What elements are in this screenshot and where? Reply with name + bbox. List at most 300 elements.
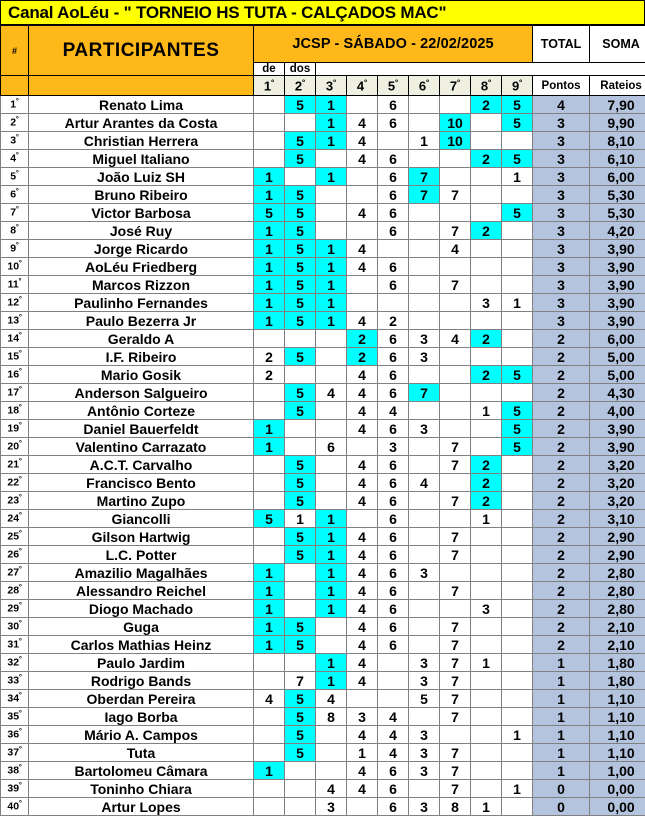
position-cell-8: 2 [471,492,502,510]
participant-name-cell: Bartolomeu Câmara [29,762,254,780]
position-cell-5: 3 [378,438,409,456]
position-cell-9 [502,384,533,402]
position-cell-8: 3 [471,294,502,312]
total-points-cell: 1 [533,762,590,780]
table-row[interactable] [1,330,645,348]
rank-cell: $30^º$ [1,618,29,636]
position-cell-1: 1 [254,438,285,456]
position-cell-5 [378,690,409,708]
position-cell-7: 10 [440,114,471,132]
table-row[interactable] [1,168,645,186]
rank-cell: $1^º$ [1,96,29,114]
position-cell-9: 5 [502,150,533,168]
participant-name-cell: Amazilio Magalhães [29,564,254,582]
rank-cell: $38^º$ [1,762,29,780]
rank-cell: $28^º$ [1,582,29,600]
total-points-cell: 3 [533,222,590,240]
position-cell-5: 4 [378,402,409,420]
position-cell-3 [316,186,347,204]
soma-rateios-cell: 2,80 [590,600,645,618]
position-cell-6 [409,438,440,456]
position-cell-9 [502,186,533,204]
rank-cell: $20^º$ [1,438,29,456]
table-row[interactable] [1,492,645,510]
position-cell-5: 6 [378,186,409,204]
soma-rateios-cell: 5,30 [590,186,645,204]
position-cell-3: 1 [316,600,347,618]
position-cell-8 [471,672,502,690]
position-cell-6 [409,204,440,222]
position-cell-3: 3 [316,798,347,816]
position-cell-3: 1 [316,654,347,672]
table-row[interactable] [1,798,645,816]
table-row[interactable] [1,780,645,798]
position-cell-3: 4 [316,780,347,798]
header-event: JCSP - SÁBADO - 22/02/2025 [254,26,533,63]
position-cell-1: 1 [254,186,285,204]
position-cell-9 [502,474,533,492]
position-cell-3: 1 [316,294,347,312]
table-row[interactable] [1,636,645,654]
soma-rateios-cell: 9,90 [590,114,645,132]
table-row[interactable] [1,528,645,546]
position-cell-9: 1 [502,780,533,798]
position-cell-5: 6 [378,420,409,438]
header-position-5: $5^º$ [378,76,409,96]
soma-rateios-cell: 3,90 [590,276,645,294]
position-cell-9 [502,798,533,816]
rank-cell: $39^º$ [1,780,29,798]
table-row[interactable] [1,708,645,726]
position-cell-1 [254,150,285,168]
position-cell-7: 7 [440,654,471,672]
position-cell-7: 8 [440,798,471,816]
total-points-cell: 2 [533,636,590,654]
position-cell-7 [440,294,471,312]
position-cell-3: 1 [316,546,347,564]
participant-name-cell: Paulo Jardim [29,654,254,672]
position-cell-4: 4 [347,258,378,276]
participant-name-cell: AoLéu Friedberg [29,258,254,276]
position-cell-3: 8 [316,708,347,726]
participant-name-cell: L.C. Potter [29,546,254,564]
rank-cell: $26^º$ [1,546,29,564]
total-points-cell: 2 [533,384,590,402]
position-cell-1: 1 [254,762,285,780]
position-cell-1 [254,96,285,114]
position-cell-9 [502,600,533,618]
position-cell-9: 5 [502,438,533,456]
position-cell-8 [471,384,502,402]
position-cell-7: 7 [440,456,471,474]
position-cell-4: 4 [347,456,378,474]
table-row[interactable] [1,726,645,744]
position-cell-3: 1 [316,258,347,276]
position-cell-4 [347,186,378,204]
position-cell-2 [285,366,316,384]
position-cell-2: 5 [285,312,316,330]
position-cell-1 [254,546,285,564]
position-cell-8 [471,708,502,726]
position-cell-5 [378,294,409,312]
position-cell-6: 3 [409,348,440,366]
participant-name-cell: Mario Gosik [29,366,254,384]
position-cell-7 [440,420,471,438]
position-cell-1 [254,780,285,798]
position-cell-4: 4 [347,762,378,780]
table-row[interactable] [1,240,645,258]
total-points-cell: 2 [533,582,590,600]
participant-name-cell: Oberdan Pereira [29,690,254,708]
soma-rateios-cell: 1,80 [590,672,645,690]
soma-rateios-cell: 3,20 [590,474,645,492]
position-cell-2 [285,654,316,672]
table-row[interactable] [1,618,645,636]
position-cell-6 [409,276,440,294]
table-row[interactable] [1,312,645,330]
position-cell-7 [440,258,471,276]
header-rank-spacer [1,76,29,96]
position-cell-2 [285,168,316,186]
table-row[interactable] [1,402,645,420]
soma-rateios-cell: 3,90 [590,420,645,438]
position-cell-5: 6 [378,114,409,132]
total-points-cell: 2 [533,438,590,456]
position-cell-6 [409,294,440,312]
position-cell-3: 1 [316,132,347,150]
position-cell-1: 2 [254,366,285,384]
position-cell-6 [409,492,440,510]
position-cell-2: 5 [285,528,316,546]
table-row[interactable] [1,690,645,708]
rank-cell: $7^º$ [1,204,29,222]
position-cell-4: 4 [347,582,378,600]
header-position-2: $2^º$ [285,76,316,96]
table-row[interactable] [1,600,645,618]
table-row[interactable] [1,294,645,312]
position-cell-7: 7 [440,492,471,510]
soma-rateios-cell: 3,90 [590,294,645,312]
position-cell-4: 2 [347,348,378,366]
table-row[interactable] [1,654,645,672]
total-points-cell: 1 [533,708,590,726]
position-cell-1: 1 [254,168,285,186]
table-row[interactable] [1,384,645,402]
position-cell-7: 7 [440,780,471,798]
total-points-cell: 2 [533,618,590,636]
position-cell-2: 5 [285,726,316,744]
position-cell-4 [347,168,378,186]
position-cell-9 [502,240,533,258]
position-cell-7: 7 [440,762,471,780]
position-cell-7 [440,348,471,366]
position-cell-3 [316,618,347,636]
table-row[interactable] [1,96,645,114]
position-cell-6 [409,312,440,330]
soma-rateios-cell: 0,00 [590,780,645,798]
position-cell-1: 5 [254,510,285,528]
position-cell-2: 5 [285,402,316,420]
table-row[interactable] [1,366,645,384]
position-cell-8: 1 [471,510,502,528]
table-row[interactable] [1,204,645,222]
position-cell-2: 5 [285,348,316,366]
header-participants: PARTICIPANTES [29,26,254,76]
position-cell-5: 6 [378,600,409,618]
position-cell-3: 1 [316,564,347,582]
position-cell-2: 5 [285,240,316,258]
soma-rateios-cell: 3,90 [590,438,645,456]
total-points-cell: 0 [533,798,590,816]
position-cell-1 [254,654,285,672]
position-cell-8 [471,348,502,366]
position-cell-4 [347,222,378,240]
position-cell-5: 6 [378,168,409,186]
position-cell-5: 6 [378,564,409,582]
rank-cell: $19^º$ [1,420,29,438]
participant-name-cell: Guga [29,618,254,636]
position-cell-5: 6 [378,636,409,654]
position-cell-8 [471,114,502,132]
position-cell-6: 7 [409,384,440,402]
table-row[interactable] [1,474,645,492]
soma-rateios-cell: 1,10 [590,744,645,762]
position-cell-2: 5 [285,150,316,168]
position-cell-9 [502,456,533,474]
position-cell-7: 7 [440,690,471,708]
position-cell-2 [285,420,316,438]
table-row[interactable] [1,150,645,168]
position-cell-7: 7 [440,546,471,564]
soma-rateios-cell: 5,00 [590,348,645,366]
position-cell-5 [378,654,409,672]
table-row[interactable] [1,456,645,474]
position-cell-9 [502,564,533,582]
position-cell-3 [316,456,347,474]
table-row[interactable] [1,132,645,150]
soma-rateios-cell: 2,80 [590,564,645,582]
position-cell-2 [285,762,316,780]
rank-cell: $5^º$ [1,168,29,186]
position-cell-4 [347,294,378,312]
position-cell-4 [347,510,378,528]
total-points-cell: 3 [533,312,590,330]
table-row[interactable] [1,546,645,564]
rank-cell: $24^º$ [1,510,29,528]
rank-cell: $23^º$ [1,492,29,510]
table-row[interactable] [1,276,645,294]
rank-cell: $10^º$ [1,258,29,276]
position-cell-8: 2 [471,474,502,492]
position-cell-9: 1 [502,168,533,186]
header-total-line1: TOTAL [533,26,590,63]
participant-name-cell: Toninho Chiara [29,780,254,798]
table-row[interactable] [1,582,645,600]
position-cell-3: 1 [316,240,347,258]
table-row[interactable] [1,348,645,366]
position-cell-7: 7 [440,744,471,762]
rank-cell: $16^º$ [1,366,29,384]
position-cell-5: 6 [378,384,409,402]
table-row[interactable] [1,510,645,528]
rank-cell: $32^º$ [1,654,29,672]
participant-name-cell: Renato Lima [29,96,254,114]
total-points-cell: 3 [533,204,590,222]
table-row[interactable] [1,258,645,276]
participant-name-cell: Geraldo A [29,330,254,348]
total-points-cell: 3 [533,294,590,312]
position-cell-3 [316,402,347,420]
position-cell-6 [409,582,440,600]
position-cell-4: 4 [347,366,378,384]
table-row[interactable] [1,564,645,582]
position-cell-1 [254,456,285,474]
position-cell-2: 5 [285,636,316,654]
position-cell-4: 4 [347,240,378,258]
position-cell-1 [254,672,285,690]
position-cell-6: 7 [409,186,440,204]
total-points-cell: 2 [533,474,590,492]
table-row[interactable] [1,744,645,762]
position-cell-1 [254,114,285,132]
rank-cell: $14^º$ [1,330,29,348]
position-cell-5: 2 [378,312,409,330]
table-row[interactable] [1,762,645,780]
rank-cell: $9^º$ [1,240,29,258]
position-cell-2: 5 [285,708,316,726]
participant-name-cell: Marcos Rizzon [29,276,254,294]
participant-name-cell: Victor Barbosa [29,204,254,222]
position-cell-4: 4 [347,492,378,510]
soma-rateios-cell: 2,90 [590,528,645,546]
position-cell-8 [471,240,502,258]
position-cell-1 [254,132,285,150]
position-cell-6 [409,240,440,258]
participant-name-cell: Anderson Salgueiro [29,384,254,402]
position-cell-4: 4 [347,600,378,618]
soma-rateios-cell: 5,00 [590,366,645,384]
rank-cell: $40^º$ [1,798,29,816]
position-cell-2: 5 [285,546,316,564]
position-cell-2 [285,114,316,132]
results-table [0,25,645,816]
position-cell-5: 6 [378,762,409,780]
position-cell-4: 3 [347,708,378,726]
position-cell-3 [316,330,347,348]
rank-cell: $11^º$ [1,276,29,294]
table-row[interactable] [1,672,645,690]
position-cell-7 [440,96,471,114]
position-cell-7 [440,312,471,330]
position-cell-4: 2 [347,330,378,348]
position-cell-3: 1 [316,528,347,546]
position-cell-7: 7 [440,276,471,294]
position-cell-2: 5 [285,618,316,636]
participant-name-cell: Artur Arantes da Costa [29,114,254,132]
soma-rateios-cell: 6,00 [590,168,645,186]
position-cell-6 [409,600,440,618]
position-cell-9 [502,258,533,276]
rank-cell: $21^º$ [1,456,29,474]
position-cell-6: 1 [409,132,440,150]
participant-name-cell: Miguel Italiano [29,150,254,168]
table-row[interactable] [1,186,645,204]
rank-cell: $31^º$ [1,636,29,654]
position-cell-7: 7 [440,708,471,726]
total-points-cell: 2 [533,600,590,618]
position-cell-8 [471,618,502,636]
position-cell-8 [471,438,502,456]
position-cell-8 [471,546,502,564]
position-cell-8: 1 [471,402,502,420]
position-cell-8 [471,564,502,582]
position-cell-6 [409,366,440,384]
position-cell-5: 6 [378,798,409,816]
position-cell-2 [285,564,316,582]
table-row[interactable] [1,114,645,132]
position-cell-9 [502,708,533,726]
position-cell-8 [471,168,502,186]
position-cell-9 [502,132,533,150]
position-cell-4: 4 [347,780,378,798]
table-row[interactable] [1,438,645,456]
position-cell-4: 4 [347,618,378,636]
position-cell-4: 1 [347,744,378,762]
position-cell-3: 4 [316,690,347,708]
position-cell-3: 1 [316,168,347,186]
rank-cell: $8^º$ [1,222,29,240]
position-cell-4: 4 [347,402,378,420]
rank-cell: $15^º$ [1,348,29,366]
position-cell-6 [409,708,440,726]
position-cell-2: 5 [285,204,316,222]
position-cell-9 [502,330,533,348]
table-row[interactable] [1,222,645,240]
position-cell-4: 4 [347,474,378,492]
position-cell-7: 4 [440,240,471,258]
position-cell-2: 5 [285,744,316,762]
position-cell-2: 5 [285,384,316,402]
position-cell-8: 1 [471,654,502,672]
position-cell-6: 5 [409,690,440,708]
position-cell-3 [316,636,347,654]
rank-cell: $6^º$ [1,186,29,204]
position-cell-7 [440,600,471,618]
total-points-cell: 3 [533,240,590,258]
table-row[interactable] [1,420,645,438]
header-position-1: $1^º$ [254,76,285,96]
position-cell-2: 5 [285,276,316,294]
position-cell-5: 6 [378,204,409,222]
position-cell-8: 2 [471,150,502,168]
position-cell-7: 7 [440,618,471,636]
header-position-8: $8^º$ [471,76,502,96]
position-cell-4: 4 [347,528,378,546]
position-cell-8 [471,420,502,438]
position-cell-1 [254,798,285,816]
position-cell-2: 5 [285,96,316,114]
rank-cell: $27^º$ [1,564,29,582]
position-cell-5: 6 [378,492,409,510]
position-cell-3 [316,348,347,366]
position-cell-7 [440,168,471,186]
rank-cell: $36^º$ [1,726,29,744]
position-cell-6: 3 [409,564,440,582]
position-cell-1: 1 [254,312,285,330]
position-cell-4: 4 [347,204,378,222]
total-points-cell: 2 [533,546,590,564]
soma-rateios-cell: 6,10 [590,150,645,168]
